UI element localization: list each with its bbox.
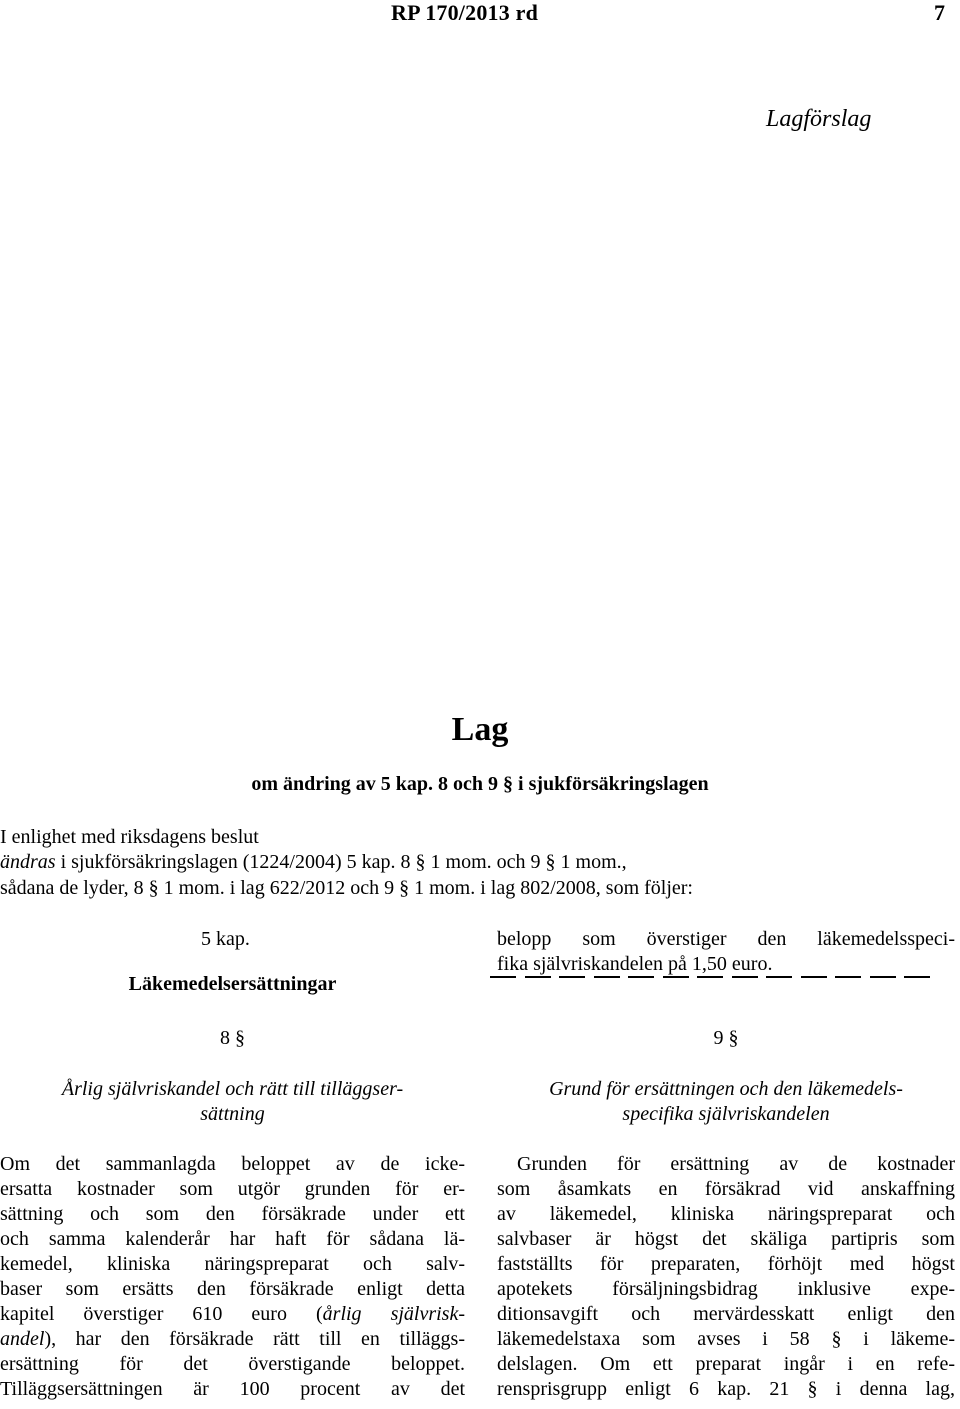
body-line: apotekets försäljningsbidrag inklusive expe- bbox=[497, 1278, 955, 1300]
intro-line: sådana de lyder, 8 § 1 mom. i lag 622/2012 och 9 § 1 mom. i lag 802/2008, som följer: bbox=[0, 877, 693, 899]
body-line: Om det sammanlagda beloppet av de icke- bbox=[0, 1153, 465, 1175]
dash bbox=[904, 976, 930, 978]
continuation-line: fika självriskandelen på 1,50 euro. bbox=[497, 953, 773, 975]
law-subtitle: om ändring av 5 kap. 8 och 9 § i sjukförsäkringslagen bbox=[251, 773, 709, 795]
dash bbox=[697, 976, 723, 978]
body-line: läkemedelstaxa som avses i 58 § i läkeme- bbox=[497, 1328, 955, 1350]
section-heading: Grund för ersättningen och den läkemedels- bbox=[549, 1078, 903, 1100]
dash bbox=[559, 976, 585, 978]
intro-italic-word: ändras bbox=[0, 851, 56, 873]
body-line: delslagen. Om ett preparat ingår i en refe- bbox=[497, 1353, 955, 1375]
dash bbox=[835, 976, 861, 978]
section-heading: sättning bbox=[200, 1103, 265, 1125]
intro-line: I enlighet med riksdagens beslut bbox=[0, 826, 259, 848]
body-line: ersättning för det överstigande beloppet. bbox=[0, 1353, 465, 1375]
dash bbox=[628, 976, 654, 978]
dash bbox=[870, 976, 896, 978]
dash bbox=[525, 976, 551, 978]
section-number: 9 § bbox=[713, 1027, 739, 1049]
body-line: salvbaser är högst det skäliga partipris som bbox=[497, 1228, 955, 1250]
dash bbox=[594, 976, 620, 978]
section-heading: specifika självriskandelen bbox=[622, 1103, 830, 1125]
body-line: fastställts för preparaten, förhöjt med högst bbox=[497, 1253, 955, 1275]
dash bbox=[490, 976, 516, 978]
body-line: sättning och som den försäkrade under ett bbox=[0, 1203, 465, 1225]
body-line: Grunden för ersättning av de kostnader bbox=[517, 1153, 955, 1175]
body-line: rensprisgrupp enligt 6 kap. 21 § i denna lag, bbox=[497, 1378, 955, 1400]
body-line: kapitel överstiger 610 euro (årlig självrisk- bbox=[0, 1303, 465, 1325]
section-number: 8 § bbox=[220, 1027, 245, 1049]
body-line: och samma kalenderår har haft för sådana lä- bbox=[0, 1228, 465, 1250]
body-line: som åsamkats en försäkrad vid anskaffning bbox=[497, 1178, 955, 1200]
body-line: Tilläggsersättningen är 100 procent av det bbox=[0, 1378, 465, 1400]
dash bbox=[732, 976, 758, 978]
section-heading: Årlig självriskandel och rätt till tilläggser- bbox=[61, 1078, 404, 1100]
page-number: 7 bbox=[934, 0, 945, 25]
section-title: Lagförslag bbox=[766, 106, 872, 132]
body-line: ersatta kostnader som utgör grunden för er- bbox=[0, 1178, 465, 1200]
document-reference: RP 170/2013 rd bbox=[391, 0, 539, 25]
body-line: kemedel, kliniska näringspreparat och salv- bbox=[0, 1253, 465, 1275]
body-line: ditionsavgift och mervärdesskatt enligt den bbox=[497, 1303, 955, 1325]
left-column bbox=[0, 0, 465, 1409]
chapter-number: 5 kap. bbox=[201, 928, 250, 950]
intro-line-rest: i sjukförsäkringslagen (1224/2004) 5 kap. 8 § 1 mom. och 9 § 1 mom., bbox=[55, 851, 627, 873]
chapter-title: Läkemedelsersättningar bbox=[128, 973, 337, 995]
dash bbox=[801, 976, 827, 978]
body-line: baser som ersätts den försäkrade enligt detta bbox=[0, 1278, 465, 1300]
right-column bbox=[497, 0, 960, 1409]
continuation-line: belopp som överstiger den läkemedelsspeci- bbox=[497, 928, 955, 950]
body-line: andel), har den försäkrade rätt till en tilläggs- bbox=[0, 1328, 465, 1350]
dash bbox=[766, 976, 792, 978]
body-line: av läkemedel, kliniska näringspreparat och bbox=[497, 1203, 955, 1225]
dash bbox=[663, 976, 689, 978]
law-title: Lag bbox=[451, 711, 509, 748]
omission-dashes bbox=[490, 976, 930, 978]
